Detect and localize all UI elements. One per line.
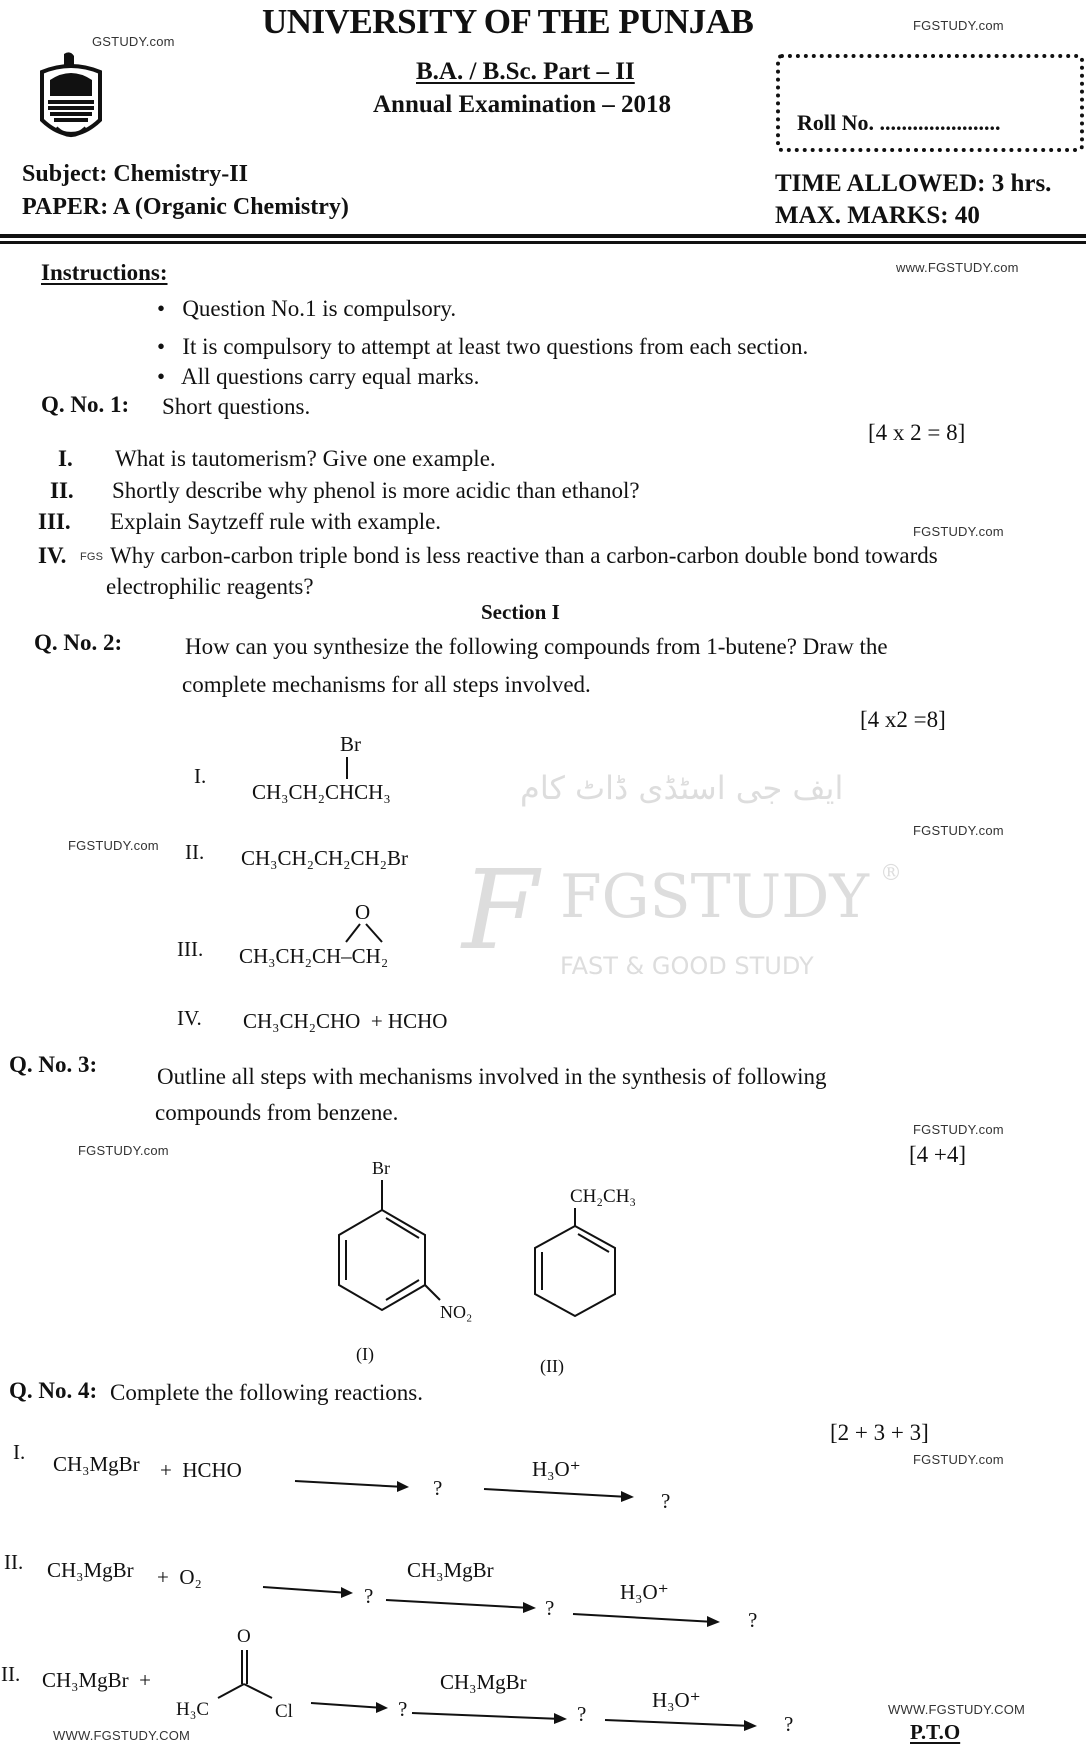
- q2-compound-formula: CH₃CH₂CHCH₃: [252, 780, 391, 804]
- acyl-chloride: Cl: [275, 1701, 293, 1722]
- q2-compound-number: II.: [185, 840, 205, 864]
- q1-item-text-cont: electrophilic reagents?: [106, 574, 314, 599]
- header-divider: [0, 241, 1086, 244]
- q1-item-number: IV.: [38, 543, 67, 568]
- program-title: B.A. / B.Sc. Part – II: [416, 58, 635, 85]
- reagent: + HCHO: [160, 1458, 242, 1482]
- unknown-product: ?: [433, 1476, 443, 1500]
- reaction-arrow: [295, 1478, 415, 1492]
- q2-compound-number: I.: [194, 764, 207, 788]
- cyclohexadiene-structure: [520, 1208, 640, 1338]
- q1-item-number: I.: [58, 446, 73, 471]
- watermark-logo: F: [462, 846, 539, 974]
- watermark-text: FGSTUDY.com: [68, 838, 159, 853]
- reaction-arrow: [386, 1598, 541, 1614]
- exam-title: Annual Examination – 2018: [373, 91, 671, 118]
- q3-text: Outline all steps with mechanisms involved in the synthesis of following: [157, 1064, 827, 1089]
- arrow-reagent: CH₃MgBr: [407, 1558, 494, 1582]
- reaction-arrow: [605, 1717, 762, 1733]
- acetyl-chloride-bonds: [200, 1650, 290, 1700]
- bond-line: [345, 757, 349, 779]
- reaction-arrow: [412, 1710, 572, 1726]
- reaction-arrow: [484, 1486, 639, 1502]
- unknown-product: ?: [398, 1697, 408, 1721]
- header-divider: [0, 234, 1086, 238]
- watermark-text: FGSTUDY.com: [913, 18, 1004, 33]
- roll-number-label: Roll No. ......................: [797, 110, 1001, 135]
- watermark-text: FGSTUDY.com: [913, 1122, 1004, 1137]
- watermark-text: FGS: [80, 551, 104, 563]
- reaction-arrow: [311, 1700, 393, 1714]
- watermark-text: WWW.FGSTUDY.COM: [888, 1702, 1026, 1717]
- unknown-product: ?: [577, 1702, 587, 1726]
- q2-text: complete mechanisms for all steps involved.: [182, 672, 591, 697]
- epoxide-bonds: [340, 924, 390, 944]
- q4-marks: [2 + 3 + 3]: [830, 1420, 929, 1445]
- q2-compound-formula: CH₃CH₂CH₂CH₂Br: [241, 846, 408, 870]
- acyl-oxygen: O: [237, 1626, 251, 1647]
- reaction-arrow: [263, 1584, 358, 1598]
- unknown-product: ?: [545, 1596, 555, 1620]
- watermark-logo-text: FGSTUDY: [560, 862, 869, 932]
- watermark-text: FGSTUDY.com: [913, 524, 1004, 539]
- university-crest-icon: [34, 50, 108, 148]
- reaction-number: II.: [1, 1662, 21, 1686]
- arrow-reagent: CH₃MgBr: [440, 1670, 527, 1694]
- structure-1-nitro: NO₂: [440, 1302, 473, 1322]
- q2-text: How can you synthesize the following compounds from 1-butene? Draw the: [185, 634, 888, 659]
- instruction-item: • All questions carry equal marks.: [157, 364, 480, 389]
- q1-label: Q. No. 1:: [41, 392, 130, 417]
- watermark-text: GSTUDY.com: [92, 34, 175, 49]
- reaction-number: I.: [13, 1440, 26, 1464]
- q2-label: Q. No. 2:: [34, 630, 123, 655]
- subject: Subject: Chemistry-II: [22, 161, 248, 187]
- time-allowed: TIME ALLOWED: 3 hrs.: [775, 170, 1052, 197]
- watermark-text: WWW.FGSTUDY.COM: [53, 1728, 191, 1743]
- q1-item-text: Shortly describe why phenol is more acidic than ethanol?: [112, 478, 640, 503]
- q1-item-number: III.: [38, 509, 71, 534]
- q1-item-text: What is tautomerism? Give one example.: [115, 446, 496, 471]
- watermark-text: FGSTUDY.com: [78, 1143, 169, 1158]
- structure-1-label: (I): [356, 1344, 374, 1364]
- instruction-item: • It is compulsory to attempt at least two questions from each section.: [157, 334, 809, 359]
- instruction-item: • Question No.1 is compulsory.: [157, 296, 457, 321]
- unknown-product: ?: [784, 1712, 794, 1736]
- q1-item-text: Why carbon-carbon triple bond is less reactive than a carbon-carbon double bond towards: [110, 543, 938, 568]
- q4-label: Q. No. 4:: [9, 1378, 98, 1403]
- unknown-product: ?: [748, 1608, 758, 1632]
- q1-item-number: II.: [50, 478, 74, 503]
- paper: PAPER: A (Organic Chemistry): [22, 194, 349, 220]
- watermark-text: FGSTUDY.com: [913, 1452, 1004, 1467]
- epoxide-oxygen: O: [355, 900, 371, 924]
- roll-number-box[interactable]: [776, 54, 1084, 152]
- watermark-registered: ®: [880, 861, 902, 886]
- q1-marks: [4 x 2 = 8]: [868, 420, 966, 445]
- q1-title: Short questions.: [162, 394, 311, 419]
- unknown-product: ?: [661, 1489, 671, 1513]
- university-title: UNIVERSITY OF THE PUNJAB: [262, 2, 754, 41]
- q3-text: compounds from benzene.: [155, 1100, 399, 1125]
- reactant: CH₃MgBr: [47, 1558, 134, 1582]
- q3-marks: [4 +4]: [909, 1142, 967, 1167]
- arrow-reagent: H₃O⁺: [620, 1580, 669, 1604]
- bromo-substituent: Br: [340, 732, 361, 756]
- arrow-reagent: H₃O⁺: [532, 1457, 581, 1481]
- watermark-tagline: FAST & GOOD STUDY: [560, 952, 814, 980]
- watermark-urdu: ایف جی اسٹڈی ڈاٹ کام: [520, 769, 844, 807]
- q4-title: Complete the following reactions.: [110, 1380, 423, 1405]
- q2-compound-formula: CH₃CH₂CHO + HCHO: [243, 1009, 448, 1033]
- arrow-reagent: H₃O⁺: [652, 1688, 701, 1712]
- watermark-text: www.FGSTUDY.com: [896, 260, 1019, 275]
- structure-2-label: (II): [540, 1356, 564, 1376]
- section-heading: Section I: [481, 600, 560, 624]
- q2-marks: [4 x2 =8]: [860, 707, 946, 732]
- q2-compound-formula: CH₃CH₂CH–CH₂: [239, 944, 389, 968]
- please-turn-over: P.T.O: [910, 1720, 961, 1744]
- benzene-ring-structure: [320, 1180, 440, 1330]
- max-marks: MAX. MARKS: 40: [775, 202, 980, 229]
- reactant: CH₃MgBr +: [42, 1668, 152, 1692]
- unknown-product: ?: [364, 1584, 374, 1608]
- structure-1-bromo: Br: [372, 1158, 390, 1178]
- reaction-number: II.: [4, 1550, 24, 1574]
- instructions-heading: Instructions:: [41, 260, 168, 285]
- watermark-text: FGSTUDY.com: [913, 823, 1004, 838]
- q2-compound-number: IV.: [177, 1006, 202, 1030]
- reactant: CH₃MgBr: [53, 1452, 140, 1476]
- acyl-methyl: H₃C: [176, 1699, 210, 1720]
- reagent: + O₂: [157, 1565, 202, 1589]
- q1-item-text: Explain Saytzeff rule with example.: [110, 509, 442, 534]
- q3-label: Q. No. 3:: [9, 1052, 98, 1077]
- structure-2-ethyl: CH₂CH₃: [570, 1186, 637, 1207]
- q2-compound-number: III.: [177, 937, 204, 961]
- reaction-arrow: [573, 1612, 725, 1628]
